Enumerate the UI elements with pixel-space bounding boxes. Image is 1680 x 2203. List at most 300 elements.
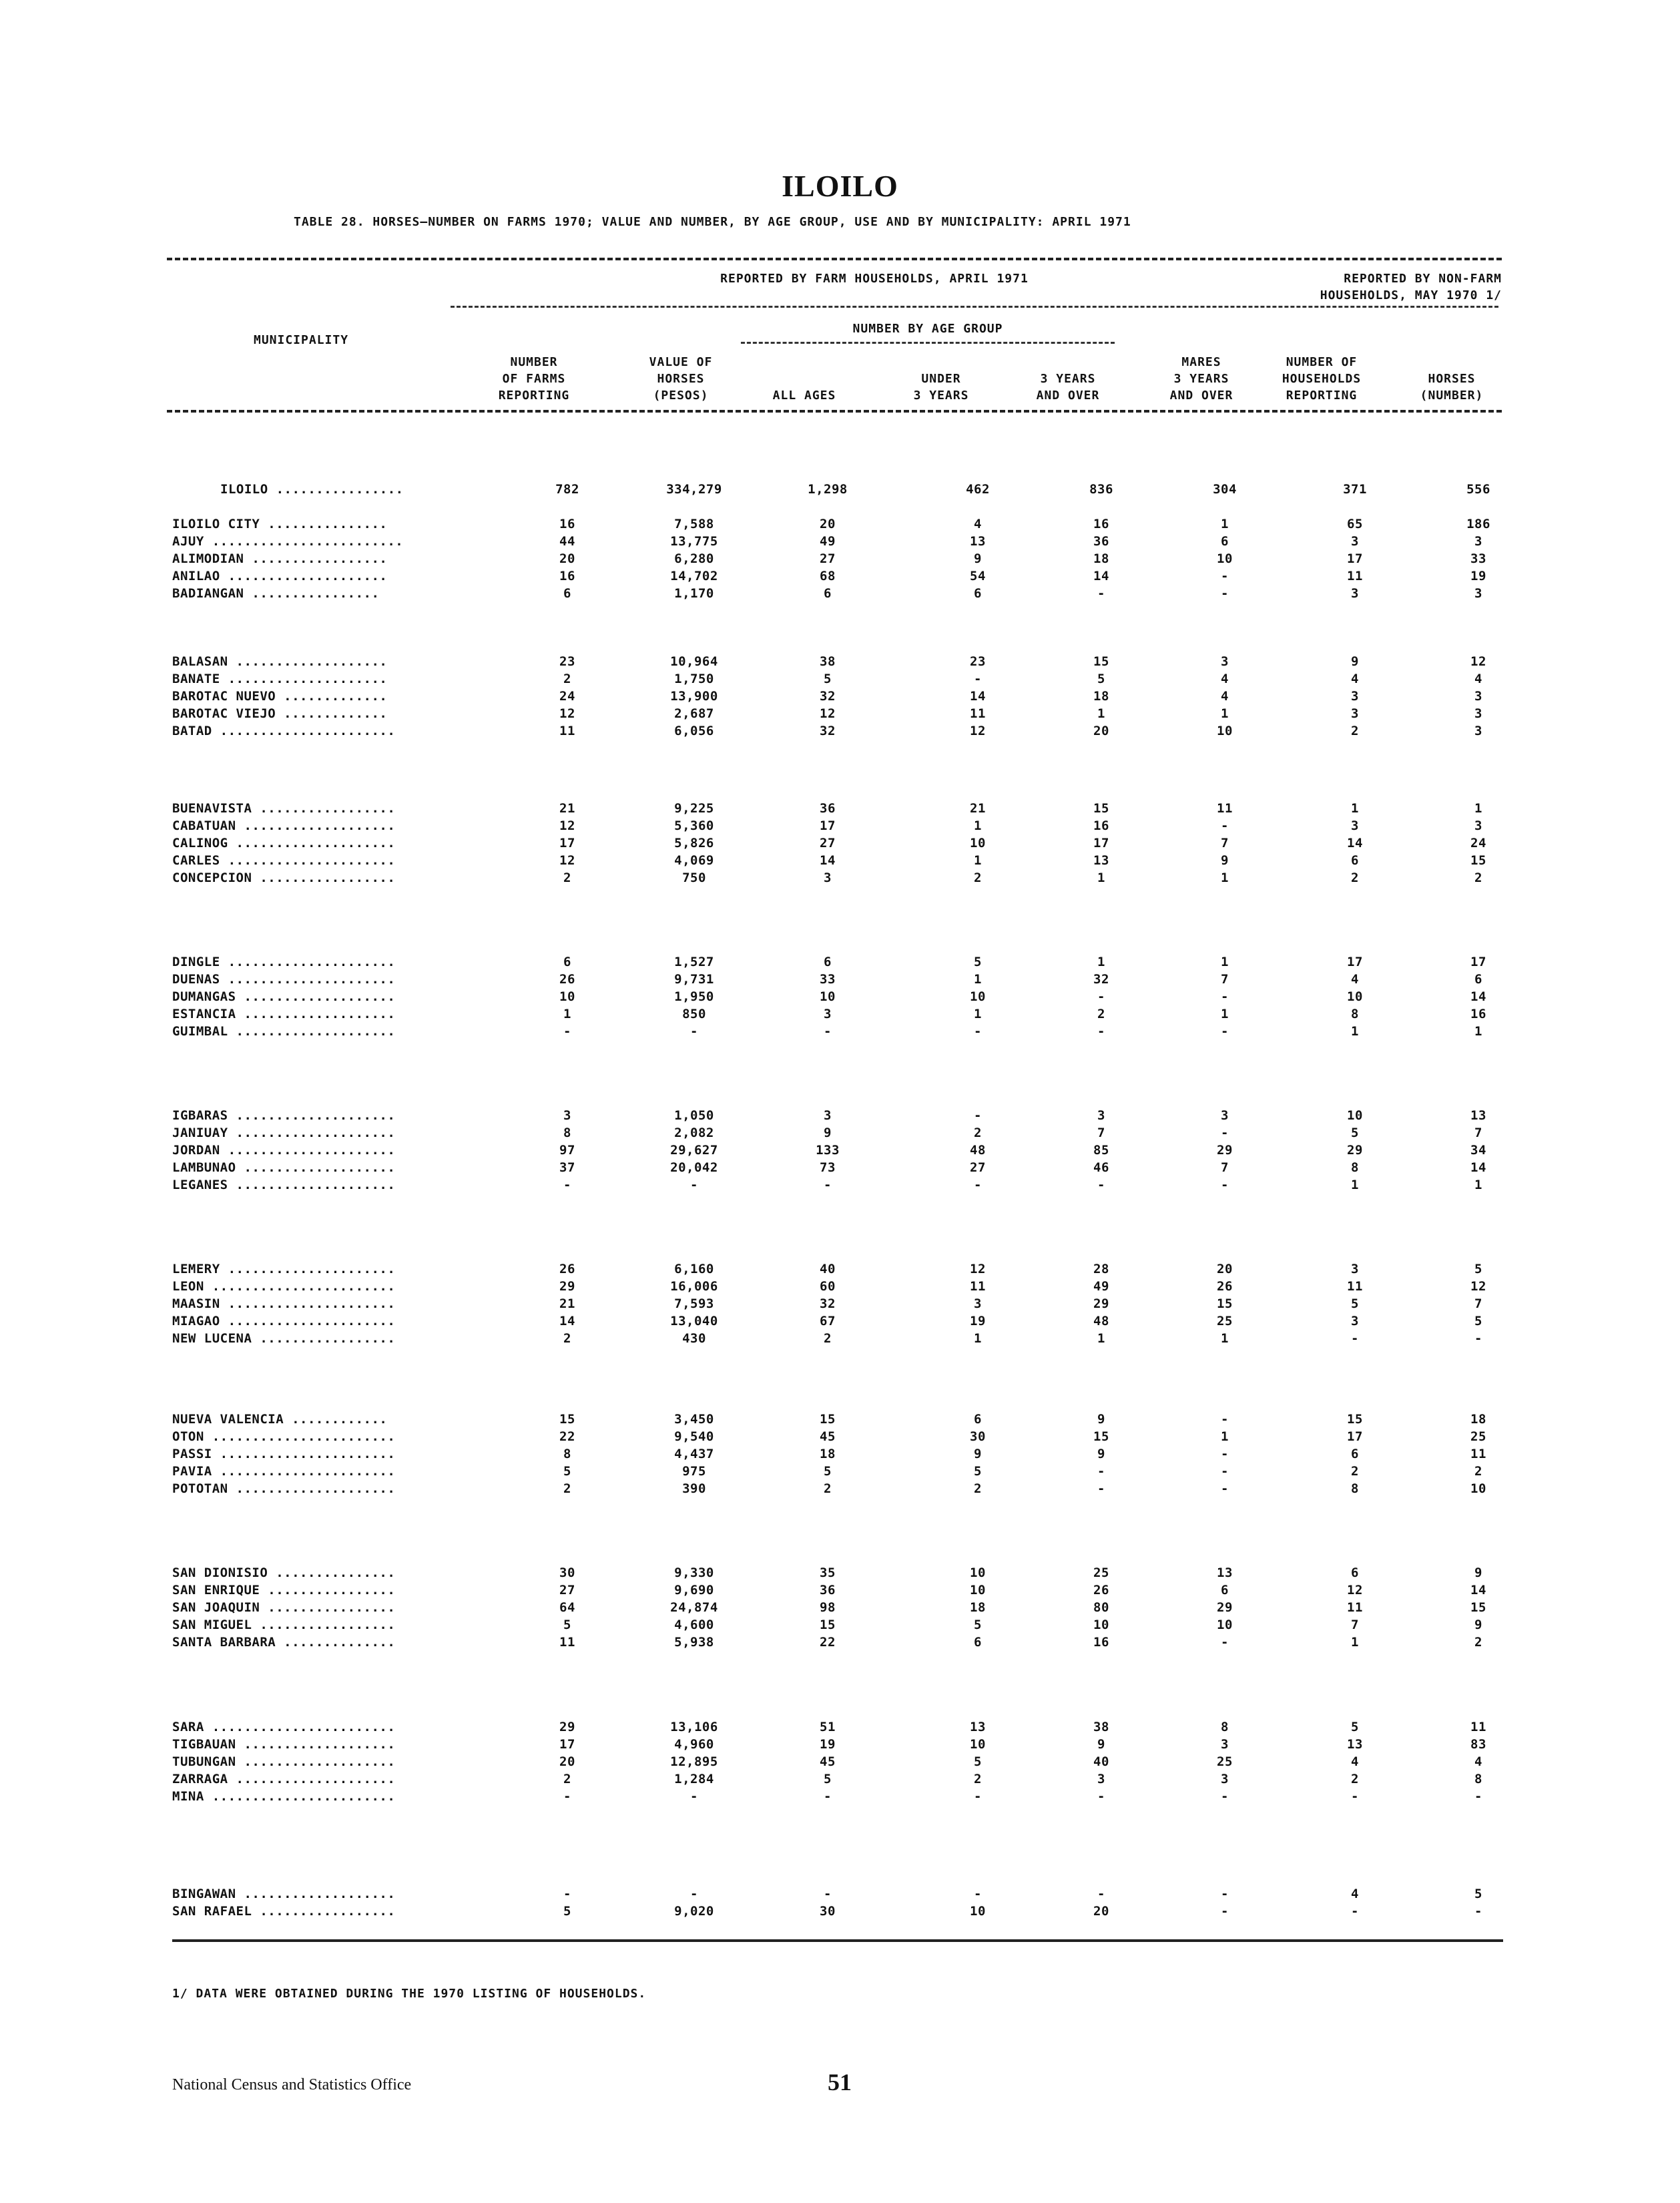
cell-all: 45 (820, 1754, 836, 1769)
cell-under: 1 (974, 853, 982, 868)
cell-over: - (1097, 1178, 1105, 1192)
cell-hh: - (1351, 1331, 1359, 1346)
table-row (0, 989, 1680, 1007)
cell-over: 40 (1093, 1754, 1109, 1769)
cell-all: 51 (820, 1720, 836, 1734)
cell-farms: 6 (563, 586, 571, 601)
cell-mares: 8 (1221, 1720, 1229, 1734)
cell-horses: 4 (1474, 1754, 1482, 1769)
table-row (0, 1618, 1680, 1635)
cell-farms: 2 (563, 871, 571, 885)
cell-mares: 3 (1221, 654, 1229, 669)
cell-under: 1 (974, 972, 982, 987)
cell-under: 6 (974, 586, 982, 601)
cell-all: 36 (820, 801, 836, 816)
municipality-name: LEON ....................... (172, 1279, 396, 1294)
cell-farms: 24 (559, 689, 575, 704)
cell-all: 67 (820, 1314, 836, 1328)
table-caption: TABLE 28. HORSES—NUMBER ON FARMS 1970; VALUE AND NUMBER, BY AGE GROUP, USE AND BY MUNICIPALITY: APRIL 1971 (294, 215, 1131, 229)
cell-hh: 4 (1351, 672, 1359, 686)
table-row (0, 818, 1680, 836)
cell-value: 9,731 (674, 972, 714, 987)
municipality-name: AJUY ........................ (172, 534, 404, 549)
cell-farms: 11 (559, 1635, 575, 1650)
cell-over: - (1097, 586, 1105, 601)
municipality-name: CABATUAN ................... (172, 818, 396, 833)
cell-over: 18 (1093, 689, 1109, 704)
cell-over: 9 (1097, 1447, 1105, 1461)
header-farm-group: REPORTED BY FARM HOUSEHOLDS, APRIL 1971 (720, 272, 1029, 286)
header-all-ages: ALL AGES (772, 389, 836, 403)
cell-under: 48 (970, 1143, 986, 1158)
cell-value: 5,938 (674, 1635, 714, 1650)
cell-hh: 4 (1351, 972, 1359, 987)
cell-under: - (974, 1024, 982, 1039)
municipality-name: BALASAN ................... (172, 654, 388, 669)
municipality-name: ANILAO .................... (172, 569, 388, 583)
cell-mares: 29 (1217, 1600, 1233, 1615)
municipality-name: SAN MIGUEL ................. (172, 1618, 396, 1632)
cell-mares: 1 (1221, 955, 1229, 969)
cell-hh: 11 (1347, 569, 1363, 583)
cell-over: 16 (1093, 1635, 1109, 1650)
header-age-group: NUMBER BY AGE GROUP (852, 322, 1003, 336)
cell-over: - (1097, 1789, 1105, 1804)
table-row (0, 706, 1680, 724)
municipality-name: SAN ENRIQUE ................ (172, 1583, 396, 1598)
cell-under: 10 (970, 989, 986, 1004)
cell-horses: 10 (1470, 1481, 1486, 1496)
cell-value: 1,170 (674, 586, 714, 601)
cell-value: 2,687 (674, 706, 714, 721)
cell-farms: 15 (559, 1412, 575, 1427)
cell-value: 14,702 (670, 569, 718, 583)
cell-value: 9,330 (674, 1565, 714, 1580)
cell-mares: - (1221, 1904, 1229, 1919)
cell-over: 15 (1093, 1429, 1109, 1444)
cell-mares: - (1221, 1481, 1229, 1496)
cell-under: 2 (974, 871, 982, 885)
cell-over: 9 (1097, 1412, 1105, 1427)
table-row (0, 654, 1680, 672)
header-households: NUMBER OF HOUSEHOLDS REPORTING (1282, 355, 1362, 403)
cell-value: 4,437 (674, 1447, 714, 1461)
cell-value: 10,964 (670, 654, 718, 669)
cell-under: 5 (974, 1754, 982, 1769)
cell-farms: - (563, 1178, 571, 1192)
cell-mares: - (1221, 1447, 1229, 1461)
cell-horses: 4 (1474, 672, 1482, 686)
cell-value: 1,527 (674, 955, 714, 969)
cell-horses: 19 (1470, 569, 1486, 583)
cell-hh: 1 (1351, 1024, 1359, 1039)
municipality-name: GUIMBAL .................... (172, 1024, 396, 1039)
cell-under: 2 (974, 1772, 982, 1786)
table-row (0, 871, 1680, 888)
cell-under: - (974, 672, 982, 686)
cell-farms: 12 (559, 818, 575, 833)
cell-mares: 15 (1217, 1296, 1233, 1311)
municipality-name: ZARRAGA .................... (172, 1772, 396, 1786)
cell-hh: 11 (1347, 1600, 1363, 1615)
cell-value: 3,450 (674, 1412, 714, 1427)
header-mares: MARES 3 YEARS AND OVER (1169, 355, 1233, 403)
cell-farms: 6 (563, 955, 571, 969)
cell-value: 1,284 (674, 1772, 714, 1786)
cell-horses: 24 (1470, 836, 1486, 850)
cell-mares: - (1221, 586, 1229, 601)
cell-over: 5 (1097, 672, 1105, 686)
cell-hh: 29 (1347, 1143, 1363, 1158)
cell-under: 462 (966, 482, 990, 497)
cell-hh: 12 (1347, 1583, 1363, 1598)
cell-value: 13,775 (670, 534, 718, 549)
cell-hh: 2 (1351, 724, 1359, 738)
table-row (0, 955, 1680, 972)
cell-under: - (974, 1789, 982, 1804)
cell-hh: 17 (1347, 551, 1363, 566)
cell-all: 3 (824, 871, 832, 885)
municipality-name: POTOTAN .................... (172, 1481, 396, 1496)
cell-over: 29 (1093, 1296, 1109, 1311)
cell-farms: 5 (563, 1904, 571, 1919)
cell-all: 6 (824, 586, 832, 601)
municipality-name: DUENAS ..................... (172, 972, 396, 987)
cell-all: 18 (820, 1447, 836, 1461)
cell-value: 13,106 (670, 1720, 718, 1734)
cell-farms: 64 (559, 1600, 575, 1615)
cell-value: 4,069 (674, 853, 714, 868)
municipality-name: BINGAWAN ................... (172, 1887, 396, 1901)
cell-over: 85 (1093, 1143, 1109, 1158)
cell-hh: 6 (1351, 1447, 1359, 1461)
cell-value: 1,050 (674, 1108, 714, 1123)
cell-value: 430 (682, 1331, 706, 1346)
cell-hh: 10 (1347, 1108, 1363, 1123)
cell-farms: 14 (559, 1314, 575, 1328)
cell-value: - (690, 1024, 698, 1039)
cell-all: 38 (820, 654, 836, 669)
cell-all: - (824, 1024, 832, 1039)
header-under3: UNDER 3 YEARS (913, 372, 969, 403)
cell-horses: 17 (1470, 955, 1486, 969)
cell-over: - (1097, 1024, 1105, 1039)
cell-farms: 5 (563, 1464, 571, 1479)
table-row (0, 836, 1680, 853)
footer-office: National Census and Statistics Office (172, 2076, 412, 2094)
cell-all: 6 (824, 955, 832, 969)
cell-under: 9 (974, 1447, 982, 1461)
cell-all: - (824, 1789, 832, 1804)
table-row (0, 1279, 1680, 1296)
header-bottom-rule (167, 410, 1502, 413)
cell-farms: 12 (559, 853, 575, 868)
cell-value: - (690, 1887, 698, 1901)
table-row (0, 1720, 1680, 1737)
municipality-name: TUBUNGAN ................... (172, 1754, 396, 1769)
cell-all: 14 (820, 853, 836, 868)
cell-over: 48 (1093, 1314, 1109, 1328)
table-row (0, 517, 1680, 534)
cell-horses: 3 (1474, 818, 1482, 833)
cell-hh: 11 (1347, 1279, 1363, 1294)
cell-mares: 1 (1221, 1007, 1229, 1021)
cell-hh: 5 (1351, 1296, 1359, 1311)
municipality-name: LEMERY ..................... (172, 1262, 396, 1276)
cell-under: 1 (974, 1007, 982, 1021)
cell-value: 29,627 (670, 1143, 718, 1158)
table-row (0, 1178, 1680, 1195)
cell-hh: 7 (1351, 1618, 1359, 1632)
cell-horses: 8 (1474, 1772, 1482, 1786)
cell-hh: 1 (1351, 1635, 1359, 1650)
municipality-name: MIAGAO ..................... (172, 1314, 396, 1328)
municipality-name: SAN RAFAEL ................. (172, 1904, 396, 1919)
cell-value: - (690, 1178, 698, 1192)
cell-value: 12,895 (670, 1754, 718, 1769)
cell-farms: 97 (559, 1143, 575, 1158)
cell-farms: 782 (555, 482, 579, 497)
cell-under: 10 (970, 1737, 986, 1752)
cell-all: 3 (824, 1108, 832, 1123)
cell-value: 7,588 (674, 517, 714, 531)
cell-farms: 29 (559, 1279, 575, 1294)
table-row (0, 1429, 1680, 1447)
cell-hh: 3 (1351, 586, 1359, 601)
municipality-name: BATAD ...................... (172, 724, 396, 738)
cell-horses: 15 (1470, 853, 1486, 868)
cell-value: 6,280 (674, 551, 714, 566)
header-farm-rule (451, 306, 1498, 308)
cell-all: - (824, 1887, 832, 1901)
municipality-name: TIGBAUAN ................... (172, 1737, 396, 1752)
cell-under: 9 (974, 551, 982, 566)
cell-farms: 26 (559, 972, 575, 987)
table-row (0, 1481, 1680, 1499)
table-row (0, 972, 1680, 989)
table-row (0, 1772, 1680, 1789)
cell-under: 5 (974, 1464, 982, 1479)
cell-over: 9 (1097, 1737, 1105, 1752)
cell-farms: 2 (563, 672, 571, 686)
cell-all: 32 (820, 1296, 836, 1311)
cell-all: 40 (820, 1262, 836, 1276)
cell-mares: 20 (1217, 1262, 1233, 1276)
cell-farms: 2 (563, 1481, 571, 1496)
cell-under: 3 (974, 1296, 982, 1311)
cell-over: 16 (1093, 818, 1109, 833)
cell-value: - (690, 1789, 698, 1804)
cell-under: 13 (970, 534, 986, 549)
cell-horses: 14 (1470, 989, 1486, 1004)
cell-value: 9,690 (674, 1583, 714, 1598)
cell-value: 1,750 (674, 672, 714, 686)
cell-under: 21 (970, 801, 986, 816)
cell-mares: - (1221, 1887, 1229, 1901)
cell-value: 24,874 (670, 1600, 718, 1615)
cell-farms: 21 (559, 801, 575, 816)
cell-over: 49 (1093, 1279, 1109, 1294)
municipality-name: JANIUAY .................... (172, 1126, 396, 1140)
cell-farms: - (563, 1789, 571, 1804)
table-row (0, 534, 1680, 551)
cell-farms: 2 (563, 1772, 571, 1786)
cell-horses: 3 (1474, 534, 1482, 549)
cell-horses: 186 (1466, 517, 1490, 531)
cell-under: 10 (970, 836, 986, 850)
cell-horses: 7 (1474, 1126, 1482, 1140)
cell-horses: 14 (1470, 1160, 1486, 1175)
cell-mares: - (1221, 989, 1229, 1004)
cell-mares: 25 (1217, 1314, 1233, 1328)
cell-mares: 3 (1221, 1772, 1229, 1786)
cell-horses: 1 (1474, 1024, 1482, 1039)
cell-value: 9,225 (674, 801, 714, 816)
municipality-name: SAN DIONISIO ............... (172, 1565, 396, 1580)
municipality-name: OTON ....................... (172, 1429, 396, 1444)
cell-hh: 13 (1347, 1737, 1363, 1752)
cell-value: 9,540 (674, 1429, 714, 1444)
cell-mares: - (1221, 569, 1229, 583)
table-row (0, 1447, 1680, 1464)
cell-horses: 6 (1474, 972, 1482, 987)
table-row (0, 1412, 1680, 1429)
cell-all: 2 (824, 1481, 832, 1496)
cell-value: 6,160 (674, 1262, 714, 1276)
cell-all: 5 (824, 1464, 832, 1479)
municipality-name: BAROTAC NUEVO ............. (172, 689, 388, 704)
cell-all: 12 (820, 706, 836, 721)
cell-value: 750 (682, 871, 706, 885)
cell-all: 35 (820, 1565, 836, 1580)
table-row (0, 1143, 1680, 1160)
cell-all: 49 (820, 534, 836, 549)
cell-under: 10 (970, 1904, 986, 1919)
cell-all: 15 (820, 1412, 836, 1427)
municipality-name: SARA ....................... (172, 1720, 396, 1734)
cell-under: 1 (974, 818, 982, 833)
table-row (0, 1262, 1680, 1279)
cell-value: 4,960 (674, 1737, 714, 1752)
cell-horses: 2 (1474, 871, 1482, 885)
cell-horses: 12 (1470, 1279, 1486, 1294)
cell-mares: 6 (1221, 1583, 1229, 1598)
cell-over: 1 (1097, 955, 1105, 969)
table-row (0, 672, 1680, 689)
cell-mares: 1 (1221, 706, 1229, 721)
cell-mares: 4 (1221, 672, 1229, 686)
cell-all: 5 (824, 1772, 832, 1786)
cell-hh: 5 (1351, 1720, 1359, 1734)
cell-horses: 556 (1466, 482, 1490, 497)
header-over3: 3 YEARS AND OVER (1036, 372, 1100, 403)
cell-value: 5,826 (674, 836, 714, 850)
cell-over: 7 (1097, 1126, 1105, 1140)
cell-mares: 9 (1221, 853, 1229, 868)
cell-over: 80 (1093, 1600, 1109, 1615)
table-bottom-rule (172, 1939, 1503, 1942)
cell-under: 23 (970, 654, 986, 669)
municipality-name: NUEVA VALENCIA ............ (172, 1412, 388, 1427)
cell-horses: 2 (1474, 1635, 1482, 1650)
cell-hh: 17 (1347, 955, 1363, 969)
municipality-name: ILOILO CITY ............... (172, 517, 388, 531)
cell-farms: 8 (563, 1126, 571, 1140)
cell-farms: 10 (559, 989, 575, 1004)
cell-horses: - (1474, 1331, 1482, 1346)
cell-all: 27 (820, 836, 836, 850)
cell-horses: 13 (1470, 1108, 1486, 1123)
cell-farms: 17 (559, 1737, 575, 1752)
table-row (0, 1007, 1680, 1024)
cell-value: 850 (682, 1007, 706, 1021)
cell-farms: 22 (559, 1429, 575, 1444)
header-horses: HORSES (NUMBER) (1420, 372, 1484, 403)
cell-all: 5 (824, 672, 832, 686)
cell-under: 2 (974, 1481, 982, 1496)
cell-value: 20,042 (670, 1160, 718, 1175)
municipality-name: JORDAN ..................... (172, 1143, 396, 1158)
municipality-name: PAVIA ...................... (172, 1464, 396, 1479)
cell-value: 13,040 (670, 1314, 718, 1328)
cell-all: 17 (820, 818, 836, 833)
cell-horses: - (1474, 1789, 1482, 1804)
cell-over: 3 (1097, 1108, 1105, 1123)
cell-horses: 2 (1474, 1464, 1482, 1479)
cell-all: 45 (820, 1429, 836, 1444)
page-title: ILOILO (782, 169, 898, 203)
cell-hh: 3 (1351, 818, 1359, 833)
cell-hh: 6 (1351, 1565, 1359, 1580)
cell-farms: 2 (563, 1331, 571, 1346)
cell-hh: 65 (1347, 517, 1363, 531)
cell-farms: 20 (559, 551, 575, 566)
municipality-name: LAMBUNAO ................... (172, 1160, 396, 1175)
cell-horses: 3 (1474, 689, 1482, 704)
cell-hh: 4 (1351, 1754, 1359, 1769)
cell-mares: 1 (1221, 517, 1229, 531)
cell-over: 14 (1093, 569, 1109, 583)
cell-all: 19 (820, 1737, 836, 1752)
cell-farms: 3 (563, 1108, 571, 1123)
cell-over: 46 (1093, 1160, 1109, 1175)
cell-all: 36 (820, 1583, 836, 1598)
cell-over: 20 (1093, 724, 1109, 738)
cell-horses: 15 (1470, 1600, 1486, 1615)
cell-mares: 7 (1221, 1160, 1229, 1175)
header-value: VALUE OF HORSES (PESOS) (649, 355, 713, 403)
cell-over: - (1097, 1887, 1105, 1901)
cell-under: 30 (970, 1429, 986, 1444)
cell-mares: 1 (1221, 1331, 1229, 1346)
page-number: 51 (828, 2069, 852, 2096)
cell-all: 10 (820, 989, 836, 1004)
cell-farms: 29 (559, 1720, 575, 1734)
cell-hh: 2 (1351, 1772, 1359, 1786)
header-municipality: MUNICIPALITY (254, 333, 349, 347)
cell-farms: 17 (559, 836, 575, 850)
cell-over: 25 (1093, 1565, 1109, 1580)
cell-farms: 20 (559, 1754, 575, 1769)
cell-all: 32 (820, 724, 836, 738)
cell-horses: 83 (1470, 1737, 1486, 1752)
table-row (0, 801, 1680, 818)
cell-mares: 1 (1221, 871, 1229, 885)
municipality-name: SANTA BARBARA .............. (172, 1635, 396, 1650)
table-row (0, 482, 1680, 499)
cell-hh: 371 (1343, 482, 1367, 497)
municipality-name: BAROTAC VIEJO ............. (172, 706, 388, 721)
